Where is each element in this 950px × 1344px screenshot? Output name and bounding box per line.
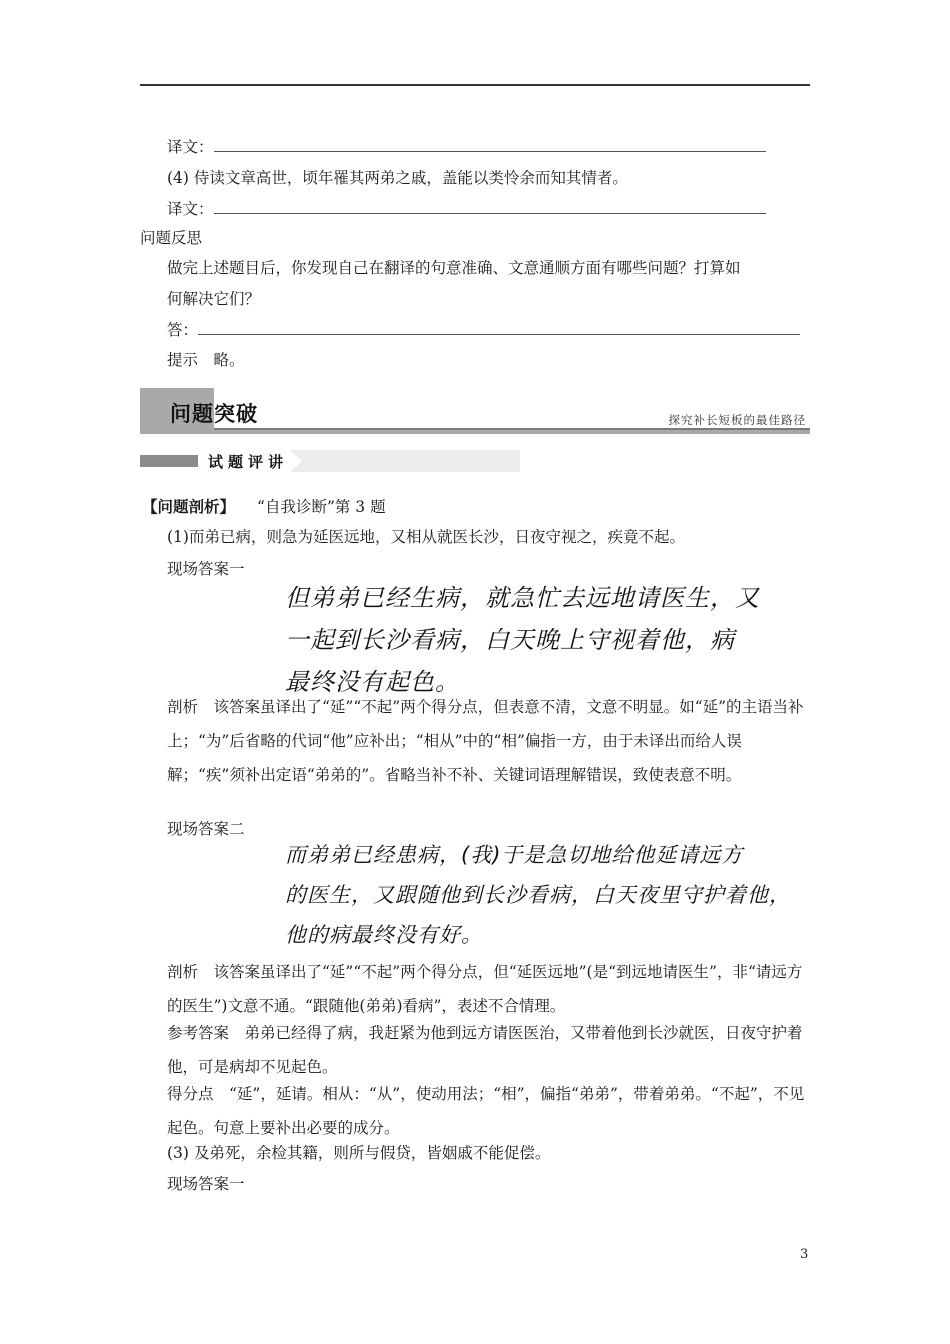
handwritten-answer-2	[285, 835, 791, 955]
sentence-1: (1)而弟已病，则急为延医远地，又相从就医长沙，日夜守视之，疾竟不起。	[167, 528, 685, 546]
reflection-question-1: 做完上述题目后，你发现自己在翻译的句意准确、文意通顺方面有哪些问题？打算如	[167, 259, 741, 277]
answer-line	[167, 320, 800, 340]
translation-line-2	[167, 199, 766, 219]
handwriting-line: 但弟弟已经生病，就急忙去远地请医生，又	[285, 584, 760, 612]
onsite-answer-label: 现场答案二	[167, 820, 245, 838]
translation-label: 译文：	[167, 200, 214, 218]
translation-line-1	[167, 137, 766, 157]
subsection-arrow-icon	[290, 450, 302, 472]
page-number: 3	[800, 1247, 809, 1262]
scoring-points: 得分点 “延”，延请。相从：“从”，使动用法；“相”，偏指“弟弟”，带着弟弟。“不起”，不见起色。句意上要补出必要的成分。	[167, 1085, 805, 1137]
item-4: (4) 侍读文章高世，顷年罹其两弟之戚，盖能以类怜余而知其情者。	[167, 169, 628, 187]
section-subtitle: 探究补长短板的最佳路径	[668, 413, 806, 427]
answer-blank[interactable]	[214, 199, 766, 214]
analysis-tag: 【问题剖析】	[142, 498, 236, 516]
critique-1: 剖析 该答案虽译出了“延”“不起”两个得分点，但表意不清，文意不明显。如“延”的主语当补上；“为”后省略的代词“他”应补出；“相从”中的“相”偏指一方，由于未译出而给人误解；“疾”须补出定语“弟弟的”。省略当补不补、关键词语理解错误，致使表意不明。	[167, 698, 804, 784]
translation-label: 译文：	[167, 138, 214, 156]
subsection-title: 试题评讲	[208, 453, 289, 471]
section-banner	[140, 388, 810, 436]
answer-label: 答：	[167, 321, 199, 339]
banner-rule-inner	[214, 428, 810, 430]
section-title: 问题突破	[170, 402, 258, 426]
handwritten-answer-1	[285, 577, 760, 703]
handwriting-line: 他的病最终没有好。	[285, 923, 483, 947]
onsite-answer-label: 现场答案一	[167, 1175, 245, 1193]
reflection-heading: 问题反思	[140, 229, 203, 247]
reflection-question-2: 何解决它们？	[167, 290, 261, 308]
analysis-heading	[142, 497, 386, 517]
hint: 提示 略。	[167, 351, 245, 369]
reference-answer: 参考答案 弟弟已经得了病，我赶紧为他到远方请医医治，又带着他到长沙就医，日夜守护着他，可是病却不见起色。	[167, 1024, 803, 1076]
onsite-answer-label: 现场答案一	[167, 560, 245, 578]
handwriting-line: 一起到长沙看病，白天晚上守视着他，病	[285, 626, 735, 654]
handwriting-line: 最终没有起色。	[285, 668, 460, 696]
subsection-bar-dark	[140, 455, 198, 467]
handwriting-line: 的医生，又跟随他到长沙看病，白天夜里守护着他，	[285, 883, 791, 907]
subsection-bar-light	[290, 450, 520, 472]
subsection-bar	[140, 450, 520, 472]
answer-blank[interactable]	[198, 320, 800, 335]
critique-2: 剖析 该答案虽译出了“延”“不起”两个得分点，但“延医远地”(是“到远地请医生”，非“请远方的医生”)文意不通。“跟随他(弟弟)看病”，表述不合情理。	[167, 963, 803, 1015]
handwriting-line: 而弟弟已经患病，(我)于是急切地给他延请远方	[285, 843, 744, 867]
analysis-source: “自我诊断”第 3 题	[257, 498, 386, 516]
answer-blank[interactable]	[214, 137, 766, 152]
sentence-3: (3) 及弟死，余检其籍，则所与假贷，皆姻戚不能促偿。	[167, 1144, 551, 1162]
header-rule	[140, 84, 810, 86]
